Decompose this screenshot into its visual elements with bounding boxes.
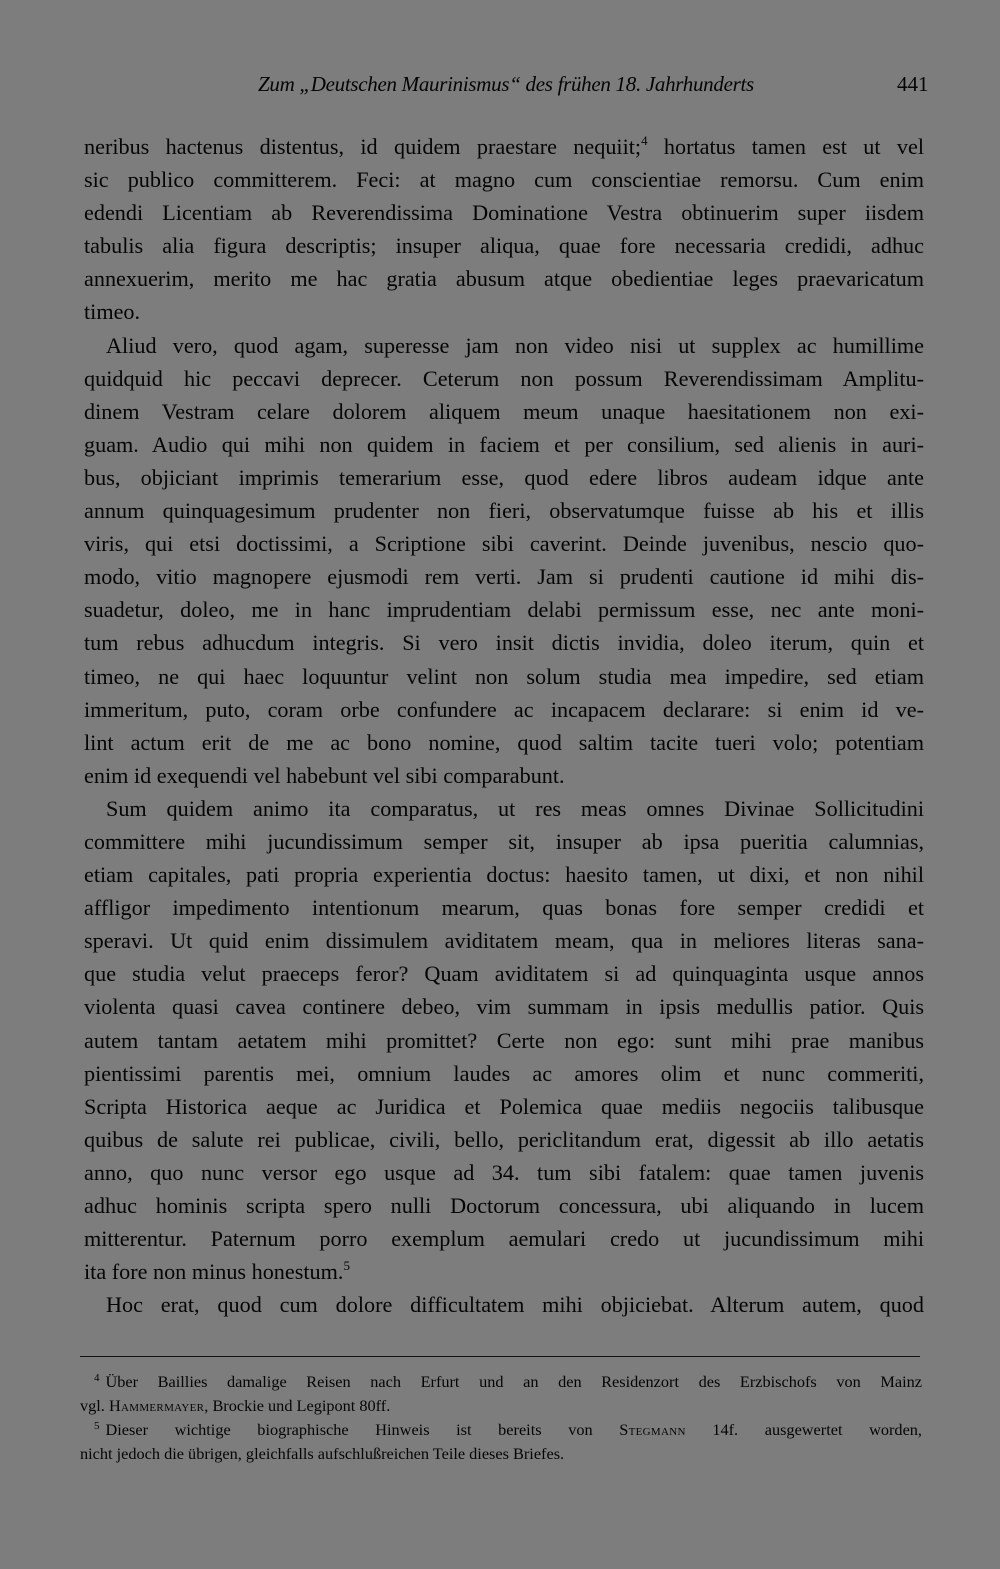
- footnote-5: $^5$ Dieser wichtige biographische Hinweis ist bereits von Stegmann 14f. ausgewertet worden,: [94, 1420, 923, 1439]
- text-line: annexuerim, merito me hac gratia abusum atque obedientiae leges praevaricatum: [84, 266, 924, 292]
- page-header: [0, 66, 1000, 106]
- text-line: viris, qui etsi doctissimi, a Scriptione sibi caverint. Deinde juvenibus, nescio quo-: [84, 531, 924, 557]
- text-line: etiam capitales, pati propria experientia doctus: haesito tamen, ut dixi, et non nihil: [84, 862, 924, 888]
- text-line: suadetur, doleo, me in hanc imprudentiam delabi permissum esse, nec ante moni-: [84, 597, 924, 623]
- text-line: violenta quasi cavea continere debeo, vim summam in ipsis medullis patior. Quis: [84, 994, 924, 1020]
- text-line: timeo, ne qui haec loquuntur velint non solum studia mea impedire, sed etiam: [84, 663, 924, 689]
- text-line: Scripta Historica aeque ac Juridica et Polemica quae mediis negociis talibusque: [84, 1093, 924, 1119]
- text-line: lint actum erit de me ac bono nomine, quod saltim tacite tueri volo; potentiam: [84, 729, 924, 755]
- text-line: immeritum, puto, coram orbe confundere ac incapacem declarare: si enim id ve-: [84, 696, 924, 722]
- text-line: guam. Audio qui mihi non quidem in faciem et per consilium, sed alienis in auri-: [84, 431, 924, 457]
- text-line: annum quinquagesimum prudenter non fieri, observatumque fuisse ab his et illis: [84, 498, 924, 524]
- text-line: enim id exequendi vel habebunt vel sibi comparabunt.: [84, 762, 565, 788]
- footnote-ref-5[interactable]: 5: [343, 1258, 350, 1274]
- text-line: sic publico committerem. Feci: at magno cum conscientiae remorsu. Cum enim: [84, 167, 924, 193]
- footnote-number: 5: [94, 1420, 100, 1432]
- text-line: committere mihi jucundissimum semper sit, insuper ab ipsa pueritia calumnias,: [84, 828, 924, 854]
- text-line: autem tantam aetatem mihi promittet? Certe non ego: sunt mihi prae manibus: [84, 1027, 924, 1053]
- text-line: speravi. Ut quid enim dissimulem aviditatem meam, qua in meliores literas sana-: [84, 928, 924, 954]
- footnote-number: 4: [94, 1372, 100, 1384]
- text-line: que studia velut praeceps feror? Quam aviditatem si ad quinquaginta usque annos: [84, 961, 924, 987]
- text-line: dinem Vestram celare dolorem aliquem meum unaque haesitationem non exi-: [84, 398, 924, 424]
- text-line: bus, objiciant imprimis temerarium esse, quod edere libros audeam idque ante: [84, 464, 924, 490]
- footnote-divider: [80, 1356, 920, 1357]
- text-line: modo, vitio magnopere ejusmodi rem verti. Jam si prudenti cautione id mihi dis-: [84, 564, 924, 590]
- text-line: Hoc erat, quod cum dolore difficultatem mihi objiciebat. Alterum autem, quod: [106, 1292, 924, 1318]
- page-number: 441: [897, 72, 929, 96]
- text-line: ita fore non minus honestum.$^5$: [84, 1258, 350, 1285]
- text-line: pientissimi parentis mei, omnium laudes ac amores olim et nunc commeriti,: [84, 1060, 924, 1086]
- text-line: tabulis alia figura descriptis; insuper aliqua, quae fore necessaria credidi, adhuc: [84, 233, 924, 259]
- footnote-4-continued: vgl. Hammermayer, Brockie und Legipont 80ff.: [80, 1396, 391, 1415]
- running-title: Zum „Deutschen Maurinismus“ des frühen 18. Jahrhunderts: [258, 72, 754, 96]
- text-line: Aliud vero, quod agam, superesse jam non video nisi ut supplex ac humillime: [106, 332, 924, 358]
- author-name: Hammermayer: [108, 1396, 205, 1415]
- text-line: adhuc hominis scripta spero nulli Doctorum concessura, ubi aliquando in lucem: [84, 1193, 924, 1218]
- text-line: tum rebus adhucdum integris. Si vero insit dictis invidia, doleo iterum, quin et: [84, 630, 924, 656]
- text-line: quidquid hic peccavi deprecer. Ceterum non possum Reverendissimam Amplitu-: [84, 365, 924, 391]
- text-line: mitterentur. Paternum porro exemplum aemulari credo ut jucundissimum mihi: [84, 1226, 924, 1252]
- text-line: Sum quidem animo ita comparatus, ut res meas omnes Divinae Sollicitudini: [106, 795, 924, 821]
- text-line: edendi Licentiam ab Reverendissima Dominatione Vestra obtinuerim super iisdem: [84, 200, 924, 226]
- text-line: timeo.: [84, 299, 141, 325]
- text-line: anno, quo nunc versor ego usque ad 34. tum sibi fatalem: quae tamen juvenis: [84, 1159, 924, 1185]
- text-line: neribus hactenus distentus, id quidem praestare nequiit;$^4$ hortatus tamen est ut vel: [84, 133, 924, 159]
- footnote-ref-4[interactable]: 4: [641, 133, 648, 148]
- text-line: affligor impedimento intentionum mearum, quas bonas fore semper credidi et: [84, 895, 924, 921]
- body-text: [84, 130, 924, 1321]
- footnotes: [80, 1370, 922, 1466]
- footnote-5-continued: nicht jedoch die übrigen, gleichfalls aufschlußreichen Teile dieses Briefes.: [80, 1444, 565, 1463]
- footnote-4: $^4$ Über Baillies damalige Reisen nach Erfurt und an den Residenzort des Erzbischofs von Mainz: [94, 1372, 922, 1391]
- text-line: quibus de salute rei publicae, civili, bello, periclitandum erat, digessit ab illo aetatis: [84, 1126, 924, 1152]
- author-name: Stegmann: [619, 1420, 686, 1439]
